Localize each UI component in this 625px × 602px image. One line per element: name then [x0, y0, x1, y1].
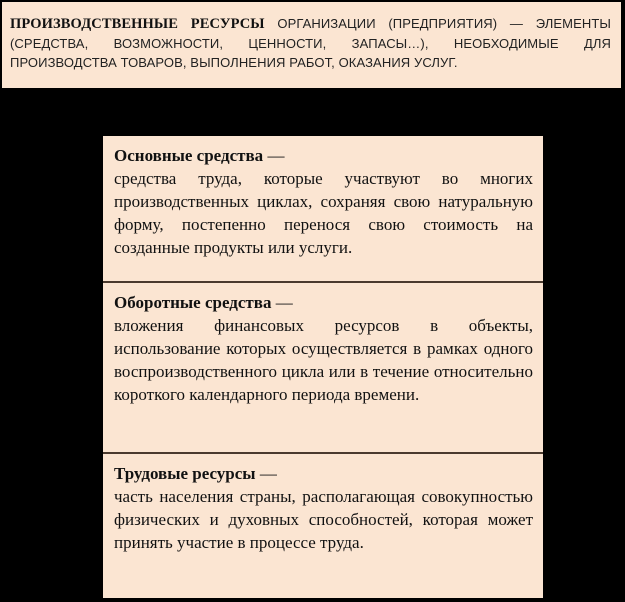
- card-term: Трудовые ресурсы: [114, 464, 256, 483]
- card-labor-resources: [103, 454, 543, 598]
- card-dash: —: [263, 146, 285, 165]
- resource-cards: [103, 136, 543, 598]
- card-text: вложения финансовых ресурсов в объекты, использование которых осуществляется в рамках одного воспроизводственного цикла или в течение относительно короткого календарного периода времени.: [114, 316, 533, 404]
- definition-text: ОРГАНИЗАЦИИ (ПРЕДПРИЯТИЯ) — ЭЛЕМЕНТЫ (СРЕДСТВА, ВОЗМОЖНОСТИ, ЦЕННОСТИ, ЗАПАСЫ…), НЕОБХОДИМЫЕ ДЛЯ ПРОИЗВОДСТВА ТОВАРОВ, ВЫПОЛНЕНИЯ РАБОТ, ОКАЗАНИЯ УСЛУГ.: [10, 16, 611, 70]
- definition-term: ПРОИЗВОДСТВЕННЫЕ РЕСУРСЫ: [10, 16, 265, 32]
- card-text: средства труда, которые участвуют во многих производственных циклах, сохраняя свою натуральную форму, постепенно перенося свою стоимость на созданные продукты или услуги.: [114, 169, 533, 257]
- card-fixed-assets: [103, 136, 543, 283]
- card-dash: —: [255, 464, 277, 483]
- card-dash: —: [271, 293, 293, 312]
- definition-box: [2, 2, 621, 88]
- card-term: Оборотные средства: [114, 293, 272, 312]
- card-working-capital: [103, 283, 543, 454]
- card-text: часть населения страны, располагающая совокупностью физических и духовных способностей, которая может принять участие в процессе труда.: [114, 487, 533, 552]
- card-term: Основные средства: [114, 146, 264, 165]
